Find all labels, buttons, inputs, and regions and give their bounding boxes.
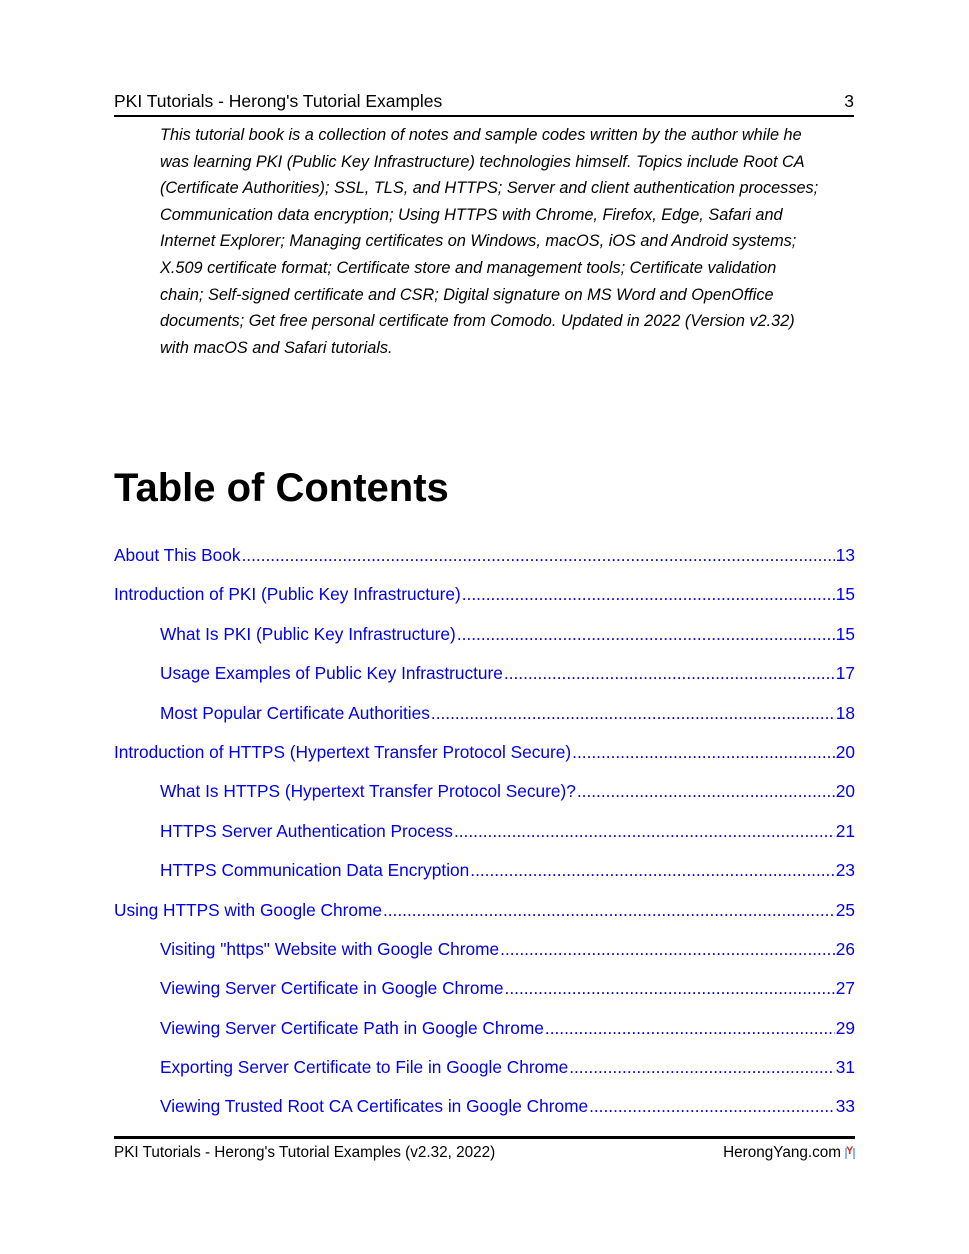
- page-header: [114, 89, 854, 117]
- abstract-line: (Certificate Authorities); SSL, TLS, and HTTPS; Server and client authentication processes;: [160, 179, 819, 198]
- toc-entry-page: 26: [835, 938, 855, 959]
- toc-entry-page: 27: [835, 978, 855, 999]
- abstract-line: Internet Explorer; Managing certificates on Windows, macOS, iOS and Android systems;: [160, 232, 797, 251]
- toc-entry[interactable]: [114, 781, 855, 820]
- abstract-line: Communication data encryption; Using HTTPS with Chrome, Firefox, Edge, Safari and: [160, 205, 783, 224]
- toc-entry[interactable]: [114, 939, 855, 978]
- toc-entry-label: What Is PKI (Public Key Infrastructure): [160, 623, 456, 644]
- toc-entry-label: Introduction of HTTPS (Hypertext Transfer Protocol Secure): [114, 741, 572, 762]
- toc-dot-leader: [462, 584, 835, 605]
- footer-book-title: PKI Tutorials - Herong's Tutorial Examples (v2.32, 2022): [114, 1144, 496, 1161]
- toc-entry[interactable]: [114, 978, 855, 1017]
- toc-entry-page: 29: [835, 1017, 855, 1038]
- toc-entry-label: HTTPS Communication Data Encryption: [160, 860, 470, 881]
- toc-dot-leader: [457, 624, 835, 645]
- toc-entry[interactable]: [114, 900, 855, 939]
- footer-site-name: HerongYang.com: [723, 1144, 841, 1161]
- footer-site: [723, 1144, 855, 1162]
- toc-entry-page: 33: [835, 1096, 855, 1117]
- toc-entry-label: Viewing Trusted Root CA Certificates in Google Chrome: [160, 1096, 589, 1117]
- book-abstract: [160, 122, 860, 361]
- abstract-line: with macOS and Safari tutorials.: [160, 338, 393, 357]
- toc-entry-page: 25: [835, 899, 855, 920]
- toc-entry-label: About This Book: [114, 545, 241, 565]
- toc-entry[interactable]: [114, 1018, 855, 1057]
- toc-entry-page: 18: [835, 702, 855, 723]
- toc-entry[interactable]: [114, 821, 855, 860]
- toc-dot-leader: [505, 978, 835, 999]
- header-page-number: 3: [844, 91, 854, 111]
- abstract-line: This tutorial book is a collection of notes and sample codes written by the author while he: [160, 126, 802, 144]
- toc-dot-leader: [431, 703, 835, 724]
- header-title: PKI Tutorials - Herong's Tutorial Examples: [114, 91, 443, 111]
- toc-entry-label: Most Popular Certificate Authorities: [160, 702, 430, 723]
- toc-entry[interactable]: [114, 860, 855, 899]
- toc-entry-label: Visiting "https" Website with Google Chrome: [160, 938, 500, 959]
- herongyang-logo-icon: Y: [846, 1144, 854, 1157]
- toc-entry-page: 15: [835, 623, 855, 644]
- toc-dot-leader: [500, 939, 835, 960]
- toc-entry[interactable]: [114, 1096, 855, 1135]
- toc-entry-label: What Is HTTPS (Hypertext Transfer Protocol Secure)?: [160, 781, 576, 802]
- toc-entry[interactable]: [114, 584, 855, 623]
- toc-entry[interactable]: [114, 624, 855, 663]
- toc-entry[interactable]: [114, 1057, 855, 1096]
- toc-dot-leader: [545, 1018, 835, 1039]
- abstract-line: chain; Self-signed certificate and CSR; Digital signature on MS Word and OpenOffice: [160, 285, 774, 304]
- toc-entry-label: Viewing Server Certificate Path in Google Chrome: [160, 1017, 544, 1038]
- abstract-line: was learning PKI (Public Key Infrastructure) technologies himself. Topics include Root CA: [160, 152, 805, 171]
- toc-dot-leader: [242, 545, 835, 566]
- toc-entry-page: 20: [835, 741, 855, 762]
- toc-entry[interactable]: [114, 545, 855, 584]
- toc-entry[interactable]: [114, 663, 855, 702]
- toc-dot-leader: [504, 663, 835, 684]
- toc-dot-leader: [572, 742, 835, 763]
- toc-entry-page: 17: [835, 663, 855, 684]
- table-of-contents: [114, 545, 855, 1136]
- toc-entry[interactable]: [114, 703, 855, 742]
- toc-entry-page: 15: [835, 584, 855, 605]
- toc-heading: Table of Contents: [114, 466, 449, 510]
- toc-entry-label: HTTPS Server Authentication Process: [160, 820, 453, 841]
- toc-dot-leader: [383, 900, 835, 921]
- toc-dot-leader: [454, 821, 835, 842]
- toc-dot-leader: [589, 1096, 835, 1117]
- toc-entry-page: 23: [835, 860, 855, 881]
- toc-entry-label: Using HTTPS with Google Chrome: [114, 899, 382, 920]
- toc-entry-label: Usage Examples of Public Key Infrastructure: [160, 663, 503, 684]
- toc-dot-leader: [470, 860, 835, 881]
- toc-entry-page: 21: [835, 820, 855, 841]
- toc-entry-page: 20: [835, 781, 855, 802]
- toc-entry-label: Introduction of PKI (Public Key Infrastructure): [114, 584, 461, 605]
- page-footer: [114, 1136, 855, 1161]
- toc-entry-page: 13: [835, 545, 855, 565]
- toc-entry[interactable]: [114, 742, 855, 781]
- toc-entry-label: Exporting Server Certificate to File in Google Chrome: [160, 1057, 569, 1078]
- toc-entry-page: 31: [835, 1057, 855, 1078]
- toc-dot-leader: [577, 781, 835, 802]
- toc-entry-label: Viewing Server Certificate in Google Chrome: [160, 978, 504, 999]
- toc-dot-leader: [569, 1057, 835, 1078]
- abstract-line: documents; Get free personal certificate from Comodo. Updated in 2022 (Version v2.32): [160, 312, 795, 331]
- abstract-line: X.509 certificate format; Certificate store and management tools; Certificate validation: [160, 258, 777, 277]
